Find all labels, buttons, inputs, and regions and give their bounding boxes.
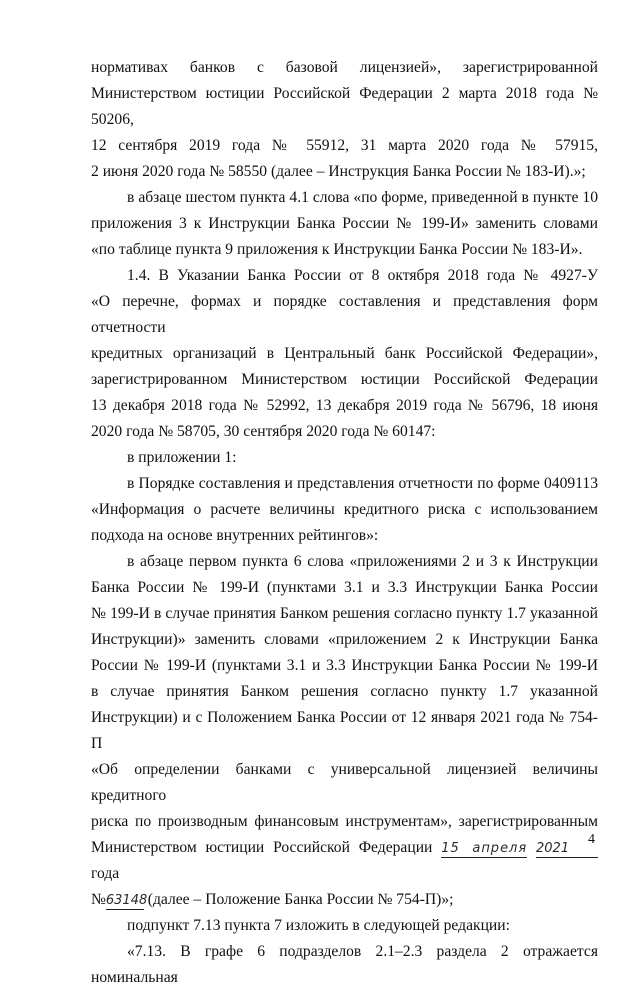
text-line: в Порядке составления и представления отчетности по форме 0409113 [127, 475, 598, 492]
text-line: подпункт 7.13 пункта 7 изложить в следующей редакции: [127, 917, 510, 934]
handwritten-registration-number: 63148 [105, 893, 148, 908]
text-line: зарегистрированном Министерством юстиции Российской Федерации [91, 371, 598, 388]
text-line: «по таблице пункта 9 приложения к Инструкции Банка России № 183-И». [91, 241, 583, 258]
text-fragment: (далее – Положение Банка России № 754-П)»; [147, 891, 454, 908]
text-line: в приложении 1: [127, 449, 237, 466]
text-line: подхода на основе внутренних рейтингов»: [91, 527, 379, 544]
text-line: кредитных организаций в Центральный банк Российской Федерации», [91, 345, 598, 362]
text-line: в абзаце шестом пункта 4.1 слова «по форме, приведенной в пункте 10 [127, 189, 598, 206]
text-line: 12 сентября 2019 года № 55912, 31 марта 2020 года № 57915, [91, 137, 598, 154]
text-line: нормативах банков с базовой лицензией», зарегистрированной [91, 59, 598, 76]
text-fragment: Министерством юстиции Российской Федерации [91, 839, 433, 856]
text-line: в абзаце первом пункта 6 слова «приложениями 2 и 3 к Инструкции [127, 553, 598, 570]
text-line: 2 июня 2020 года № 58550 (далее – Инструкция Банка России № 183-И).»; [91, 163, 586, 180]
handwritten-year: 2021 [536, 841, 598, 858]
text-line: 13 декабря 2018 года № 52992, 13 декабря 2019 года № 56796, 18 июня [91, 397, 598, 414]
text-line: Министерством юстиции Российской Федерации 2 марта 2018 года № 50206, [91, 85, 598, 128]
text-line: № 199-И в случае принятия Банком решения согласно пункту 1.7 указанной [91, 605, 598, 622]
document-body [91, 55, 598, 991]
text-line: 1.4. В Указании Банка России от 8 октября 2018 года № 4927-У [127, 267, 598, 284]
text-line: Инструкции) и с Положением Банка России от 12 января 2021 года № 754-П [91, 709, 598, 752]
text-line-with-date [91, 835, 598, 887]
text-line: «Информация о расчете величины кредитного риска с использованием [91, 501, 598, 518]
text-fragment: № [91, 891, 106, 908]
text-line: в случае принятия Банком решения согласно пункту 1.7 указанной [91, 683, 598, 700]
text-line: «Об определении банками с универсальной лицензией величины кредитного [91, 761, 598, 804]
text-line: Банка России № 199-И (пунктами 3.1 и 3.3 Инструкции Банка России [91, 579, 598, 596]
text-line: риска по производным финансовым инструментам», зарегистрированным [91, 813, 598, 830]
text-line: 2020 года № 58705, 30 сентября 2020 года № 60147: [91, 423, 436, 440]
text-line: Инструкции)» заменить словами «приложением 2 к Инструкции Банка [91, 631, 598, 648]
text-line: России № 199-И (пунктами 3.1 и 3.3 Инструкции Банка России № 199-И [91, 657, 598, 674]
text-line: «О перечне, формах и порядке составления и представления форм отчетности [91, 293, 598, 336]
text-fragment: года [91, 865, 120, 882]
text-line: приложения 3 к Инструкции Банка России № 199-И» заменить словами [91, 215, 598, 232]
text-line: «7.13. В графе 6 подразделов 2.1–2.3 раздела 2 отражается номинальная [91, 943, 598, 986]
page-number: 4 [588, 832, 595, 847]
text-line-with-number [91, 887, 598, 913]
handwritten-date: 15 апреля [441, 841, 528, 856]
